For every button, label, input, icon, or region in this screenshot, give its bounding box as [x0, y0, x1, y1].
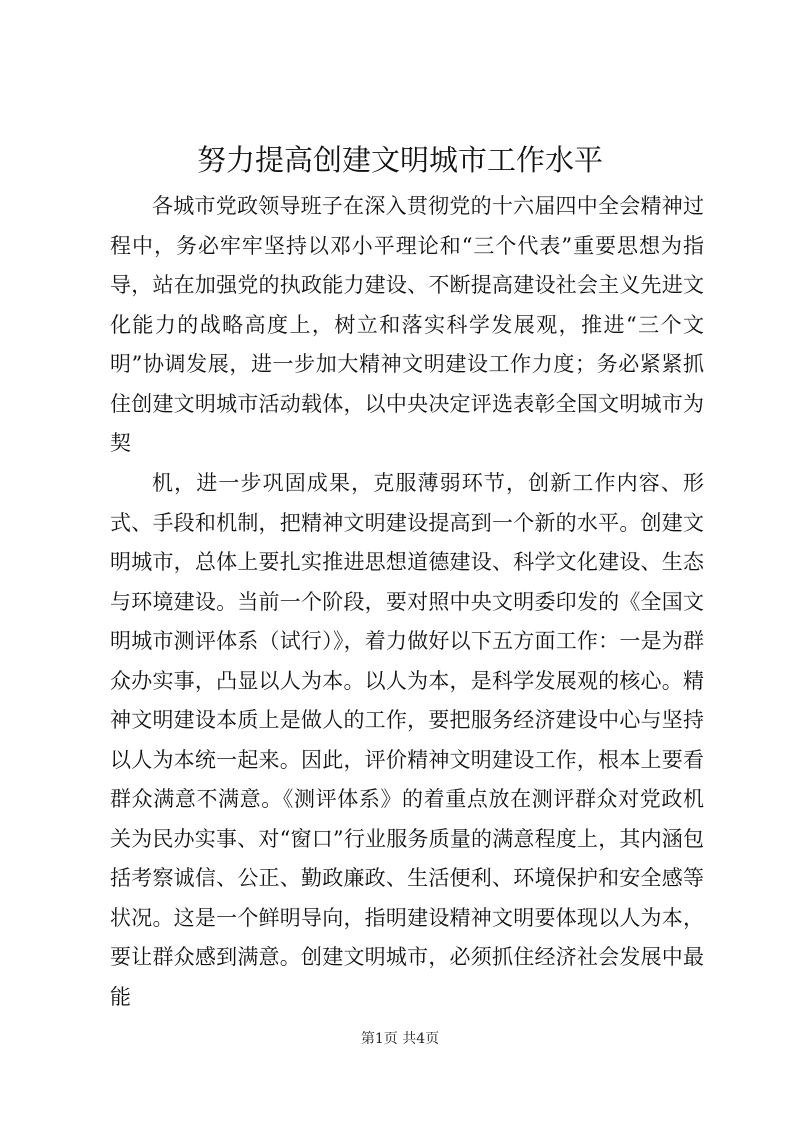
page-footer	[0, 1029, 800, 1049]
document-title: 努力提高创建文明城市工作水平	[196, 143, 603, 177]
paragraph-1: 各城市党政领导班子在深入贯彻党的十六届四中全会精神过程中，务必牢牢坚持以邓小平理论和“三个代表”重要思想为指导，站在加强党的执政能力建设、不断提高建设社会主义先进文化能力的战略高度上，树立和落实科学发展观，推进“三个文明”协调发展，进一步加大精神文明建设工作力度；务必紧紧抓住创建文明城市活动载体，以中央决定评选表彰全国文明城市为契	[110, 194, 704, 455]
paragraph-2: 机，进一步巩固成果，克服薄弱环节，创新工作内容、形式、手段和机制，把精神文明建设提高到一个新的水平。创建文明城市，总体上要扎实推进思想道德建设、科学文化建设、生态与环境建设。当前一个阶段，要对照中央文明委印发的《全国文明城市测评体系（试行）》，着力做好以下五方面工作：一是为群众办实事，凸显以人为本。以人为本，是科学发展观的核心。精神文明建设本质上是做人的工作，要把服务经济建设中心与坚持以人为本统一起来。因此，评价精神文明建设工作，根本上要看群众满意不满意。《测评体系》的着重点放在测评群众对党政机关为民办实事、对“窗口”行业服务质量的满意程度上，其内涵包括考察诚信、公正、勤政廉政、生活便利、环境保护和安全感等状况。这是一个鲜明导向，指明建设精神文明要体现以人为本，要让群众感到满意。创建文明城市，必须抓住经济社会发展中最能	[110, 471, 704, 1009]
page-indicator: 第1页 共4页	[360, 1031, 440, 1047]
